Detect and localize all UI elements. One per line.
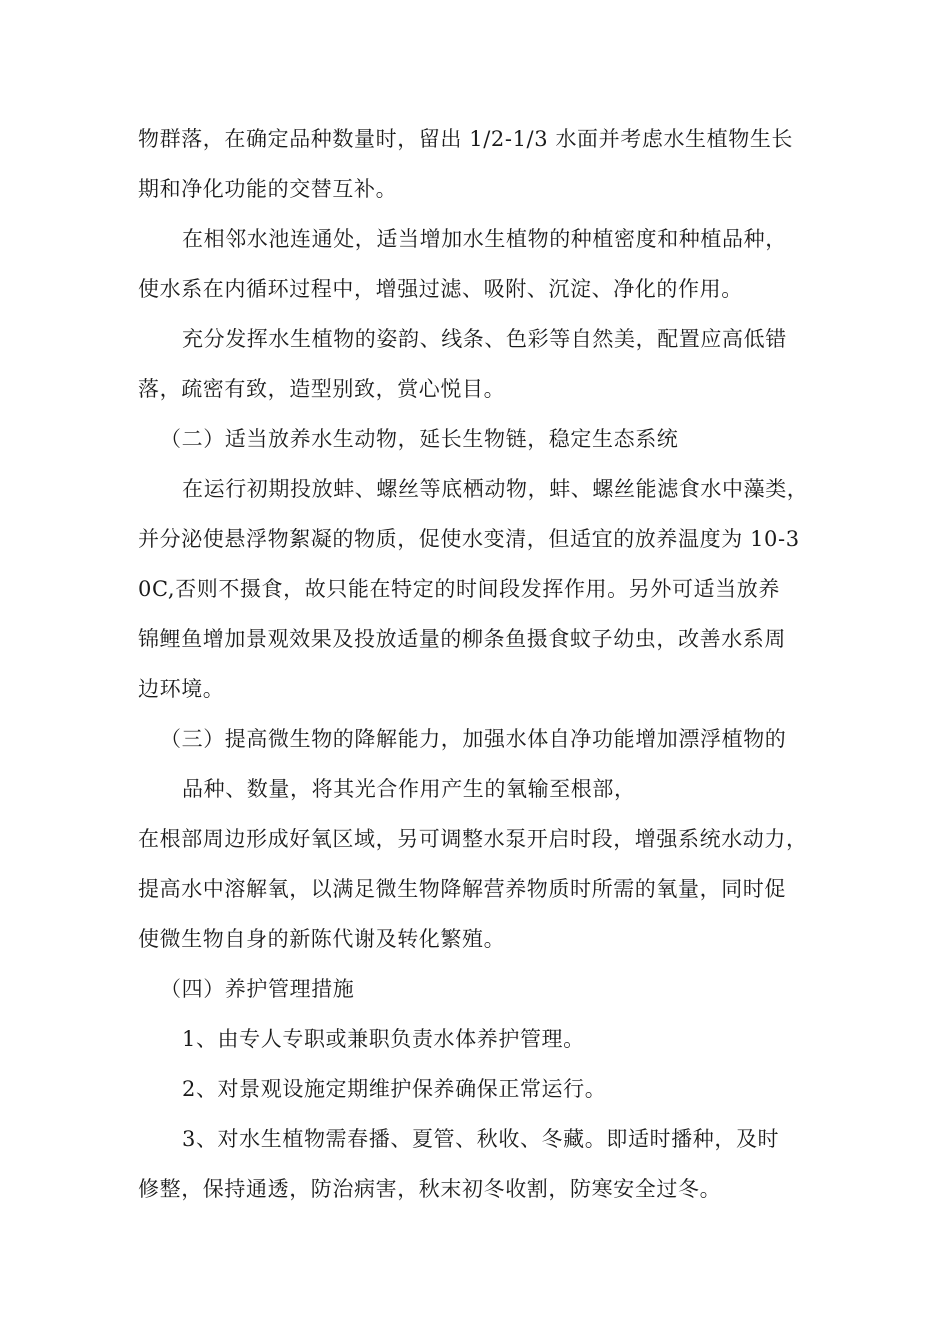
- paragraph-start: 在运行初期投放蚌、螺丝等底栖动物，蚌、螺丝能滤食水中藻类，: [182, 477, 809, 501]
- section-heading: （二）适当放养水生动物，延长生物链，稳定生态系统: [160, 427, 679, 451]
- text-line: 修整，保持通透，防治病害，秋末初冬收割，防寒安全过冬。: [138, 1177, 722, 1201]
- text-line: 使微生物自身的新陈代谢及转化繁殖。: [138, 927, 506, 951]
- paragraph-start: 充分发挥水生植物的姿韵、线条、色彩等自然美，配置应高低错: [182, 327, 787, 351]
- text-line: 期和净化功能的交替互补。: [138, 177, 398, 201]
- text-line: 在根部周边形成好氧区域，另可调整水泵开启时段，增强系统水动力，: [138, 827, 808, 851]
- list-item: 3、对水生植物需春播、夏管、秋收、冬藏。即适时播种，及时: [182, 1127, 780, 1151]
- list-item: 2、对景观设施定期维护保养确保正常运行。: [182, 1077, 607, 1101]
- text-line: 落，疏密有致，造型别致，赏心悦目。: [138, 377, 506, 401]
- section-heading: （三）提高微生物的降解能力，加强水体自净功能增加漂浮植物的: [160, 727, 787, 751]
- text-line: 并分泌使悬浮物絮凝的物质，促使水变清，但适宜的放养温度为 10-3: [138, 527, 800, 551]
- list-item: 1、由专人专职或兼职负责水体养护管理。: [182, 1027, 585, 1051]
- section-heading: （四）养护管理措施: [160, 977, 355, 1001]
- text-line: 使水系在内循环过程中，增强过滤、吸附、沉淀、净化的作用。: [138, 277, 743, 301]
- text-line: 物群落，在确定品种数量时，留出 1/2-1/3 水面并考虑水生植物生长: [138, 127, 794, 151]
- paragraph-start: 在相邻水池连通处，适当增加水生植物的种植密度和种植品种，: [182, 227, 787, 251]
- text-line: 锦鲤鱼增加景观效果及投放适量的柳条鱼摄食蚊子幼虫，改善水系周: [138, 627, 786, 651]
- text-line: 边环境。: [138, 677, 225, 701]
- text-line: 0C,否则不摄食，故只能在特定的时间段发挥作用。另外可适当放养: [138, 577, 780, 601]
- text-line: 提高水中溶解氧，以满足微生物降解营养物质时所需的氧量，同时促: [138, 877, 786, 901]
- text-line: 品种、数量，将其光合作用产生的氧输至根部，: [182, 777, 636, 801]
